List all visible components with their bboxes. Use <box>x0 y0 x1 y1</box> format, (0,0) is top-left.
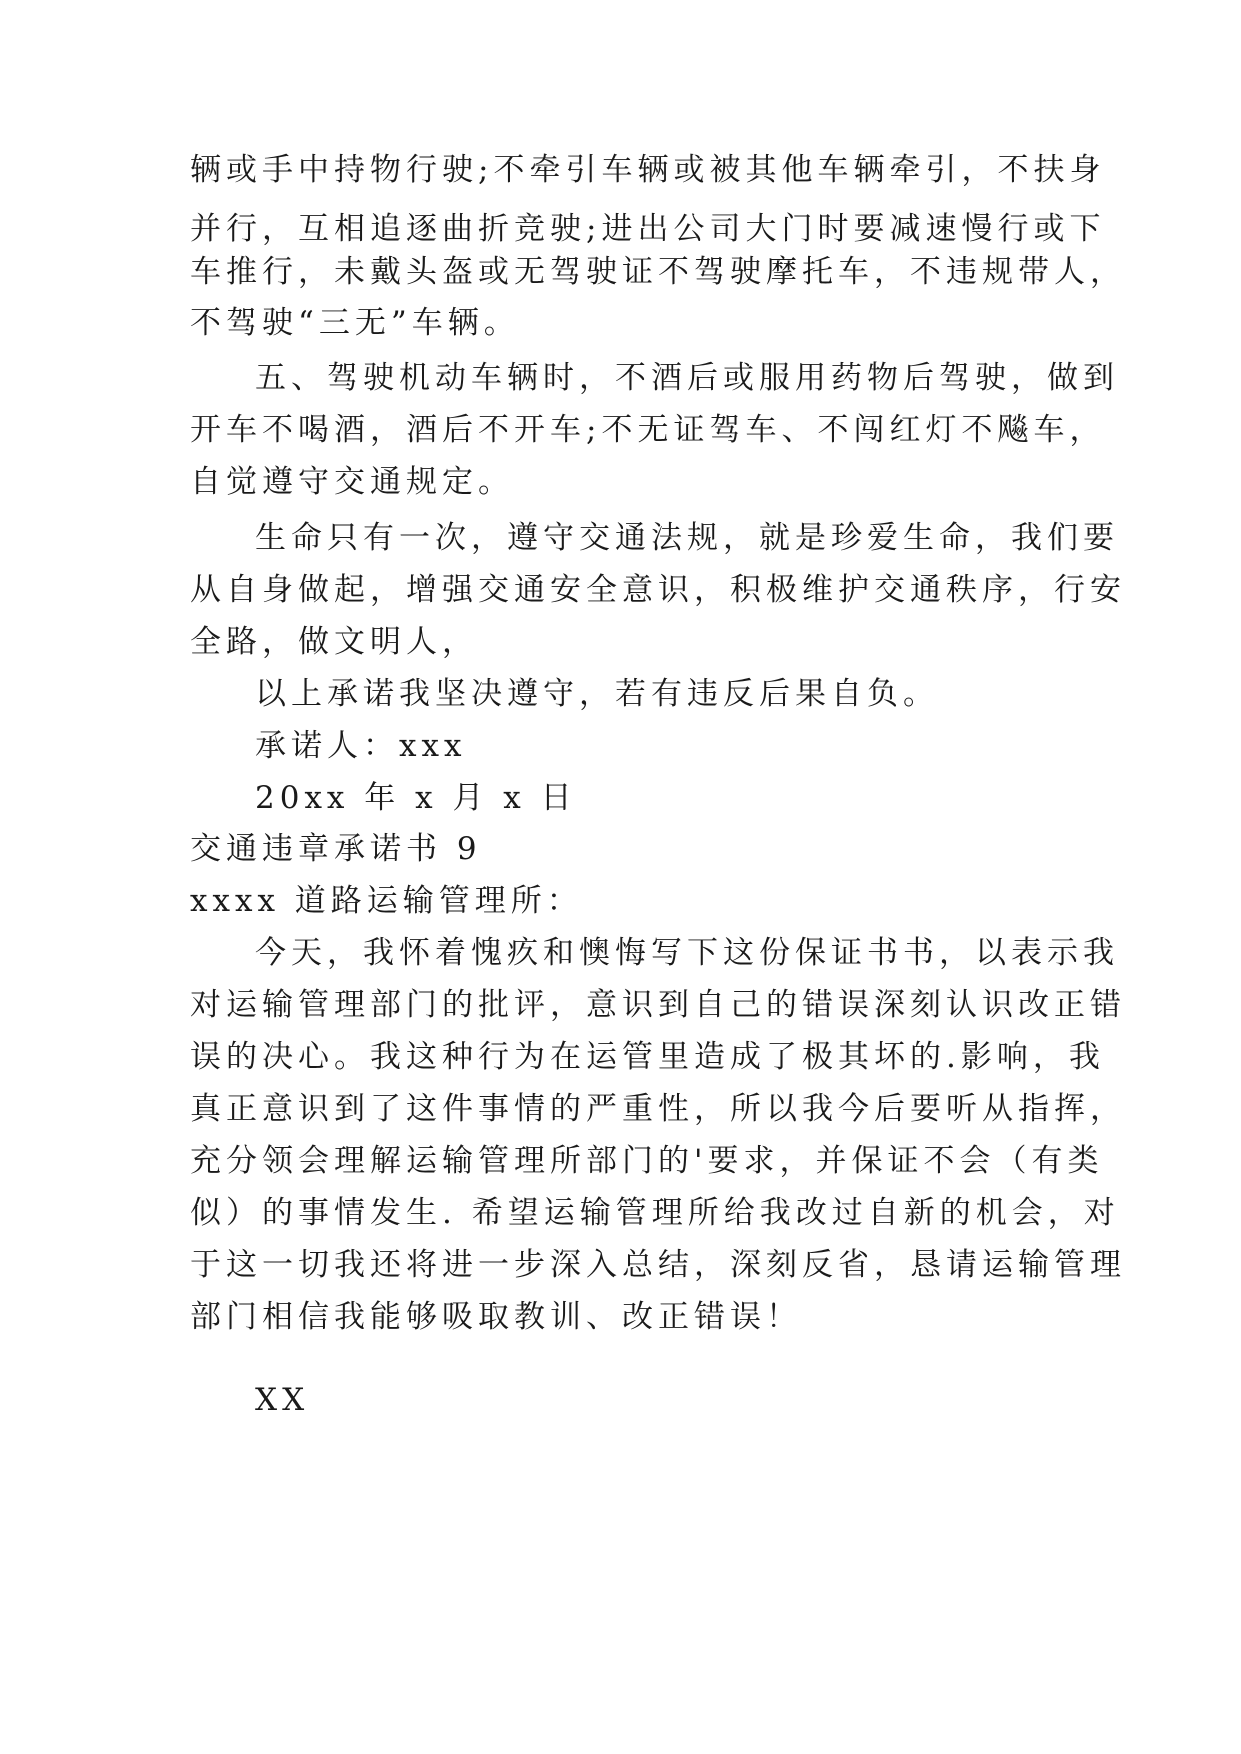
text-line: 自觉遵守交通规定。 <box>190 464 514 500</box>
signature-line: XX <box>255 1382 310 1418</box>
text-line: 从自身做起，增强交通安全意识，积极维护交通秩序，行安 <box>190 572 1126 608</box>
text-line: 并行，互相追逐曲折竞驶;进出公司大门时要减速慢行或下 <box>190 211 1106 247</box>
text-line: 辆或手中持物行驶;不牵引车辆或被其他车辆牵引，不扶身 <box>190 152 1106 188</box>
text-line: 全路，做文明人， <box>190 624 478 660</box>
paragraph-5-heading: 五、驾驶机动车辆时，不酒后或服用药物后驾驶，做到 <box>255 360 1119 396</box>
addressee-line: xxxx 道路运输管理所： <box>190 883 583 919</box>
text-line: 部门相信我能够吸取教训、改正错误！ <box>190 1299 802 1335</box>
text-line: 今天，我怀着愧疚和懊悔写下这份保证书书，以表示我 <box>255 935 1119 971</box>
text-line: 不驾驶“三无”车辆。 <box>190 305 520 341</box>
text-line: 似）的事情发生. 希望运输管理所给我改过自新的机会，对 <box>190 1195 1120 1231</box>
section-title: 交通违章承诺书 9 <box>190 831 482 867</box>
text-line: 于这一切我还将进一步深入总结，深刻反省，恳请运输管理 <box>190 1247 1126 1283</box>
signer-line: 承诺人：xxx <box>255 728 467 764</box>
text-line: 开车不喝酒，酒后不开车;不无证驾车、不闯红灯不飚车， <box>190 412 1106 448</box>
date-line: 20xx 年 x 月 x 日 <box>255 780 577 816</box>
text-line: 车推行，未戴头盔或无驾驶证不驾驶摩托车，不违规带人， <box>190 254 1126 290</box>
text-line: 生命只有一次，遵守交通法规，就是珍爱生命，我们要 <box>255 520 1119 556</box>
text-line: 充分领会理解运输管理所部门的'要求，并保证不会（有类 <box>190 1143 1104 1179</box>
text-line: 误的决心。我这种行为在运管里造成了极其坏的.影响，我 <box>190 1039 1105 1075</box>
text-line: 对运输管理部门的批评，意识到自己的错误深刻认识改正错 <box>190 987 1126 1023</box>
text-line: 真正意识到了这件事情的严重性，所以我今后要听从指挥， <box>190 1091 1126 1127</box>
commitment-statement: 以上承诺我坚决遵守，若有违反后果自负。 <box>255 676 939 712</box>
